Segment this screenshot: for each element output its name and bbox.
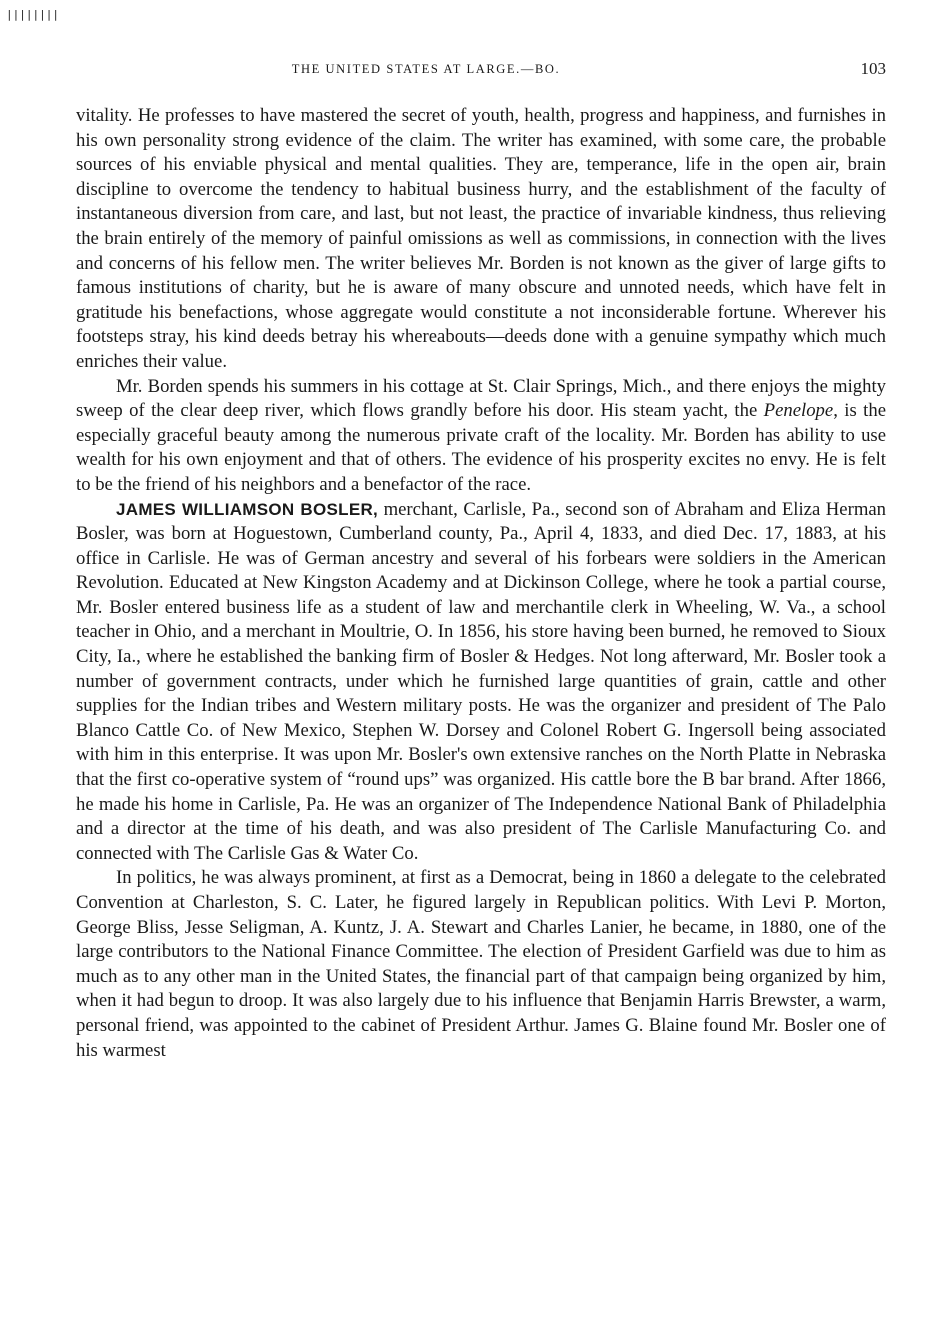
paragraph-text: merchant, Carlisle, Pa., second son of Abraham and Eliza Herman Bosler, was born at Hoguestown, Cumberland county, Pa., April 4, 1833, and died Dec. 17, 1883, at his office in Carlisle. He was of German ancestry and several of his forbears were soldiers in the American Revolution. Educated at New Kingston Academy and at Dickinson College, where he took a partial course, Mr. Bosler entered business life as a student of law and merchantile clerk in Wheeling, W. Va., a school teacher in Ohio, and a merchant in Moultrie, O. In 1856, his store having been burned, he removed to Sioux City, Ia., where he established the banking firm of Bosler & Hedges. Not long afterward, Mr. Bosler took a number of government contracts, under which he furnished large quantities of grain, cattle and other supplies for the Indian tribes and Western military posts. He was the organizer and president of The Palo Blanco Cattle Co. of New Mexico, Stephen W. Dorsey and Colonel Robert G. Ingersoll being associated with him in this enterprise. It was upon Mr. Bosler's own extensive ranches on the North Platte in Nebraska that the first co-operative system of “round ups” was organized. His cattle bore the B bar brand. After 1866, he made his home in Carlisle, Pa. He was an organizer of The Independence National Bank of Philadelphia and a director at the time of his death, and was also president of The Carlisle Manufacturing Co. and connected with The Carlisle Gas & Water Co. — [76, 498, 886, 864]
yacht-name: Penelope — [763, 400, 834, 422]
biography-subject-name: JAMES WILLIAMSON BOSLER, — [116, 499, 379, 519]
paragraph-bosler-politics: In politics, he was always prominent, at first as a Democrat, being in 1860 a delegate to the celebrated Convention at Charleston, S. C. Later, he figured largely in Republican politics. With Levi P. Morton, George Bliss, Jesse Seligman, A. Kuntz, J. A. Stewart and Charles Lanier, he became, in 1880, one of the large contributors to the National Finance Committee. The election of President Garfield was due to him as much as to any other man in the United States, the financial part of that campaign being organized by him, when it had begun to droop. It was also largely due to his influence that Benjamin Harris Brewster, a warm, personal friend, was appointed to the cabinet of President Arthur. James G. Blaine found Mr. Bosler one of his warmest — [76, 867, 886, 1061]
running-head — [76, 59, 886, 82]
scan-corner-mark: |||||||| — [6, 8, 59, 21]
running-title: THE UNITED STATES AT LARGE.—BO. — [291, 62, 561, 76]
paragraph-borden-summers — [76, 375, 886, 498]
paragraph-bosler-biography — [76, 498, 886, 867]
paragraph-borden-vitality: vitality. He professes to have mastered the secret of youth, health, progress and happiness, and furnishes in his own personality strong evidence of the claim. The writer has examined, with some care, the probable sources of his enviable physical and mental qualities. They are, temperance, life in the open air, brain discipline to overcome the tendency to habitual business hurry, and the establishment of the faculty of instantaneous diversion from care, and last, but not least, the practice of invariable kindness, thus relieving the brain entirely of the memory of painful omissions as well as commissions, in connection with the lives and concerns of his fellow men. The writer believes Mr. Borden is not known as the giver of large gifts to famous institutions of charity, but he is aware of many obscure and unnoted needs, which have felt in gratitude his benefactions, whose aggregate would constitute a not inconsiderable fortune. Wherever his footsteps stray, his kind deeds betray his whereabouts—deeds done with a genuine sympathy which much enriches their value. — [76, 105, 886, 372]
page-number: 103 — [860, 59, 886, 78]
paragraph-text: , is the especially graceful beauty among the numerous private craft of the locality. Mr. Borden has ability to use wealth for his own enjoyment and that of others. The evidence of his prosperity excites no envy. He is felt to be the friend of his neighbors and a benefactor of the race. — [76, 400, 886, 495]
paragraph-text: Mr. Borden spends his summers in his cottage at St. Clair Springs, Mich., and there enjoys the mighty sweep of the clear deep river, which flows grandly before his door. His steam yacht, the — [76, 375, 886, 422]
body-text — [76, 104, 886, 1063]
